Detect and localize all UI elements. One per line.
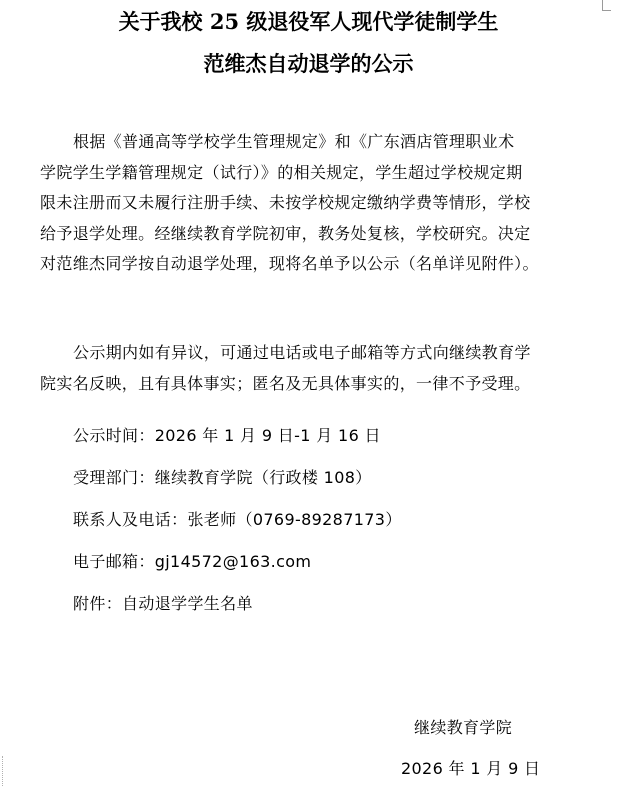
signature-date: 2026 年 1 月 9 日 (401, 759, 541, 778)
body-paragraph-2 (40, 338, 595, 399)
body-paragraph-1 (40, 127, 595, 280)
attachment-note: 附件：自动退学学生名单 (73, 594, 253, 613)
contact-person-phone: 联系人及电话：张老师（0769-89287173） (73, 510, 402, 529)
document-title-line-2: 范维杰自动退学的公示 (203, 51, 414, 76)
paragraph-line: 公示期内如有异议，可通过电话或电子邮箱等方式向继续教育学 (73, 343, 531, 362)
paragraph-line: 限未注册而又未履行注册手续、未按学校规定缴纳学费等情形，学校 (40, 193, 531, 212)
signature-organization: 继续教育学院 (414, 718, 513, 737)
paragraph-line: 学院学生学籍管理规定（试行）》的相关规定，学生超过学校规定期 (40, 162, 523, 182)
document-title-line-1: 关于我校 25 级退役军人现代学徒制学生 (118, 9, 499, 34)
receiving-department: 受理部门：继续教育学院（行政楼 108） (73, 468, 372, 487)
paragraph-line: 院实名反映，且有具体事实；匿名及无具体事实的，一律不予受理。 (40, 373, 531, 393)
notice-period: 公示时间：2026 年 1 月 9 日-1 月 16 日 (73, 426, 381, 445)
paragraph-line: 给予退学处理。经继续教育学院初审，教务处复核，学校研究。决定 (40, 223, 531, 243)
paragraph-line: 对范维杰同学按自动退学处理，现将名单予以公示（名单详见附件）。 (40, 254, 539, 273)
paragraph-line: 根据《普通高等学校学生管理规定》和《广东酒店管理职业术 (73, 132, 515, 151)
contact-email: 电子邮箱：gj14572@163.com (73, 552, 312, 571)
margin-marker (2, 756, 5, 786)
